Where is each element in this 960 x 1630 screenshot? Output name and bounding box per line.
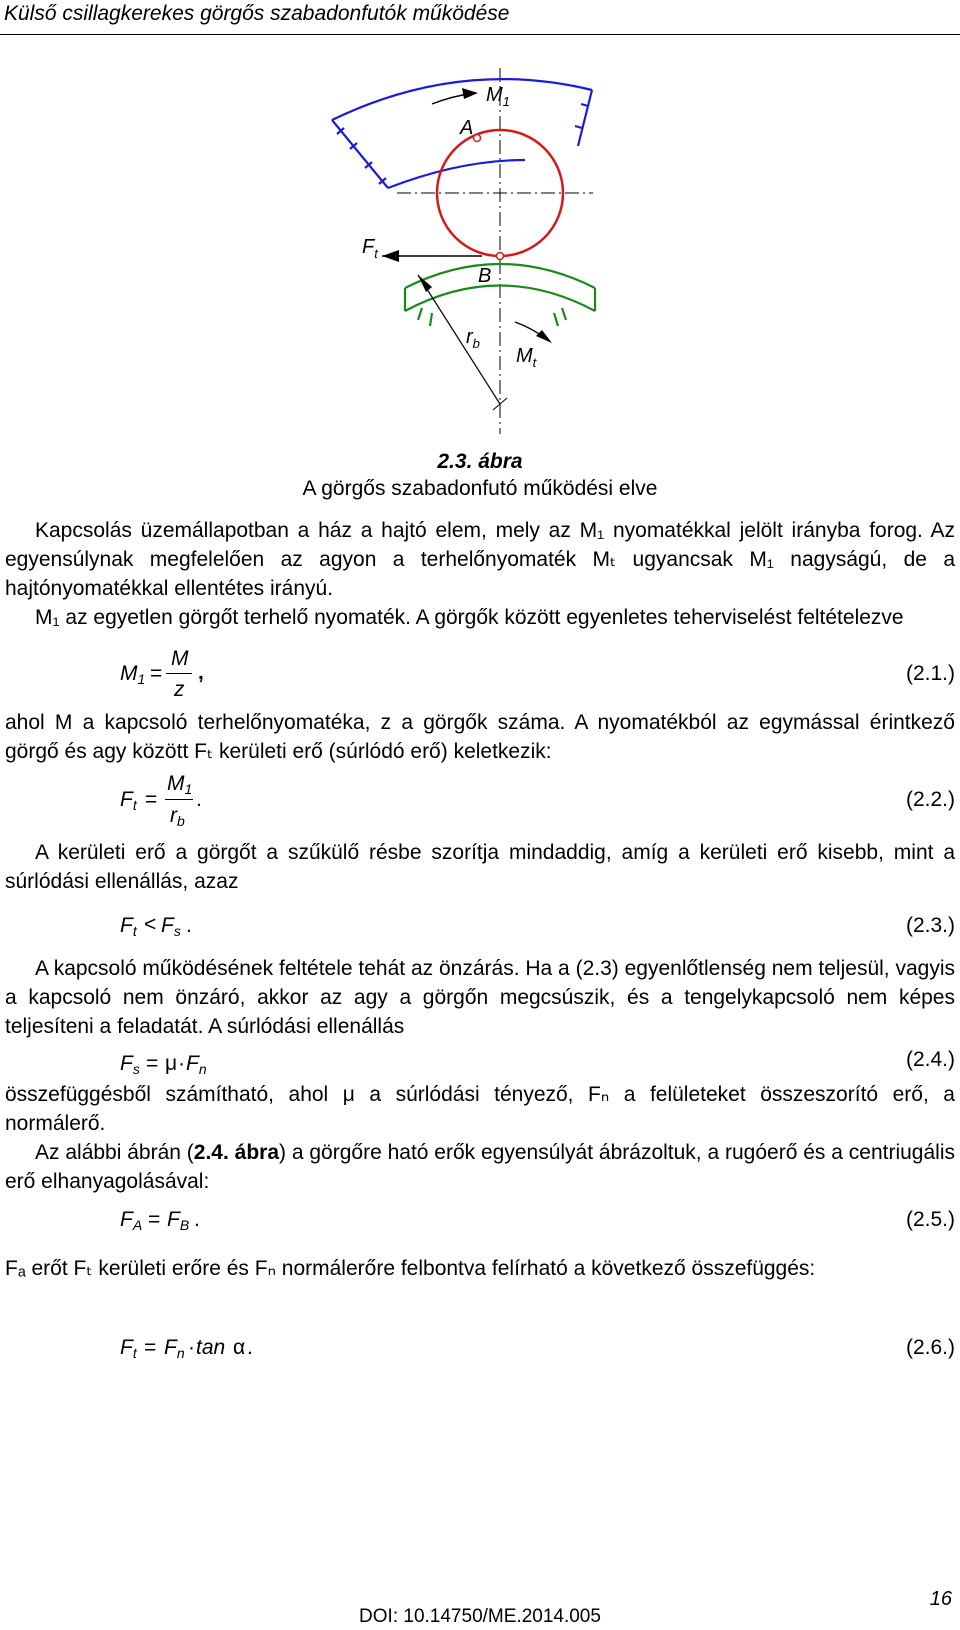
point-b-label: B bbox=[478, 265, 492, 287]
paragraph-3: ahol M a kapcsoló terhelőnyomatéka, z a görgők száma. A nyomatékból az egymással érintkező görgő és agy között Fₜ kerületi erő (súrlódó erő) keletkezik: bbox=[5, 711, 955, 763]
point-a-label: A bbox=[460, 117, 474, 139]
doi-footer: DOI: 10.14750/ME.2014.005 bbox=[359, 1606, 601, 1627]
equation-2-6: $F_t$ = $F_n$ · tan α . (2.6.) bbox=[120, 1336, 955, 1361]
mt-label: $M_t$ bbox=[516, 345, 537, 370]
radius-line bbox=[418, 275, 500, 404]
m1-label: $M_1$ bbox=[486, 84, 510, 109]
paragraph-5: A kapcsoló működésének feltétele tehát az önzárás. Ha a (2.3) egyenlőtlenség nem teljesül, vagyis a kapcsoló nem önzáró, akkor az agy a görgőn megcsúszik, és a tengelykapcsoló nem képes teljesíteni a feladatát. A súrlódási ellenállás bbox=[5, 957, 955, 1038]
equation-2-2: $F_t$ = $M_1$ $r_b$ . (2.2.) bbox=[120, 772, 955, 829]
equation-2-1: $M_1$ = M z , (2.1.) bbox=[120, 647, 955, 701]
page-number: 16 bbox=[929, 1588, 952, 1610]
paragraph-6: összefüggésből számítható, ahol μ a súrlódási tényező, Fₙ a felületeket összeszorító erő, a normálerő. bbox=[5, 1083, 955, 1135]
paragraph-4: A kerületi erő a görgőt a szűkülő résbe szorítja mindaddig, amíg a kerületi erő kisebb, mint a súrlódási ellenállás, azaz bbox=[5, 841, 955, 893]
figure-caption-title: A görgős szabadonfutó működési elve bbox=[302, 477, 658, 500]
paragraph-2: M₁ az egyetlen görgőt terhelő nyomaték. A görgők között egyenletes teherviselést feltételezve bbox=[35, 606, 904, 629]
point-a-marker bbox=[474, 135, 481, 142]
equation-2-4: $F_s$ = μ · $F_n$ (2.4.) bbox=[120, 1048, 955, 1077]
paragraph-7: Az alábbi ábrán (2.4. ábra) a görgőre ható erők egyensúlyát ábrázoltuk, a rugóerő és a centriugális erő elhanyagolásával: bbox=[5, 1141, 955, 1193]
ft-label: $F_t$ bbox=[362, 236, 378, 261]
equation-2-3: $F_t$ < $F_s$ . (2.3.) bbox=[120, 913, 955, 939]
freewheel-diagram bbox=[0, 34, 960, 434]
figure-caption-number: 2.3. ábra bbox=[437, 450, 523, 473]
equation-2-5: $F_A$ = $F_B$ . (2.5.) bbox=[120, 1208, 955, 1233]
rb-label: $r_b$ bbox=[466, 326, 480, 351]
paragraph-1: Kapcsolás üzemállapotban a ház a hajtó elem, mely az M₁ nyomatékkal jelölt irányba forog. Az egyensúlynak megfelelően az agyon a terhelőnyomaték Mₜ ugyancsak M₁ nagyságú, de a hajtónyomatékkal ellentétes irányú. bbox=[5, 519, 955, 600]
header-title: Külső csillagkerekes görgős szabadonfutók működése bbox=[4, 2, 510, 25]
paragraph-8: Fₐ erőt Fₜ kerületi erőre és Fₙ normálerőre felbontva felírható a következő összefüggés: bbox=[5, 1257, 816, 1280]
page-header bbox=[0, 0, 960, 35]
point-b-marker bbox=[497, 253, 504, 260]
